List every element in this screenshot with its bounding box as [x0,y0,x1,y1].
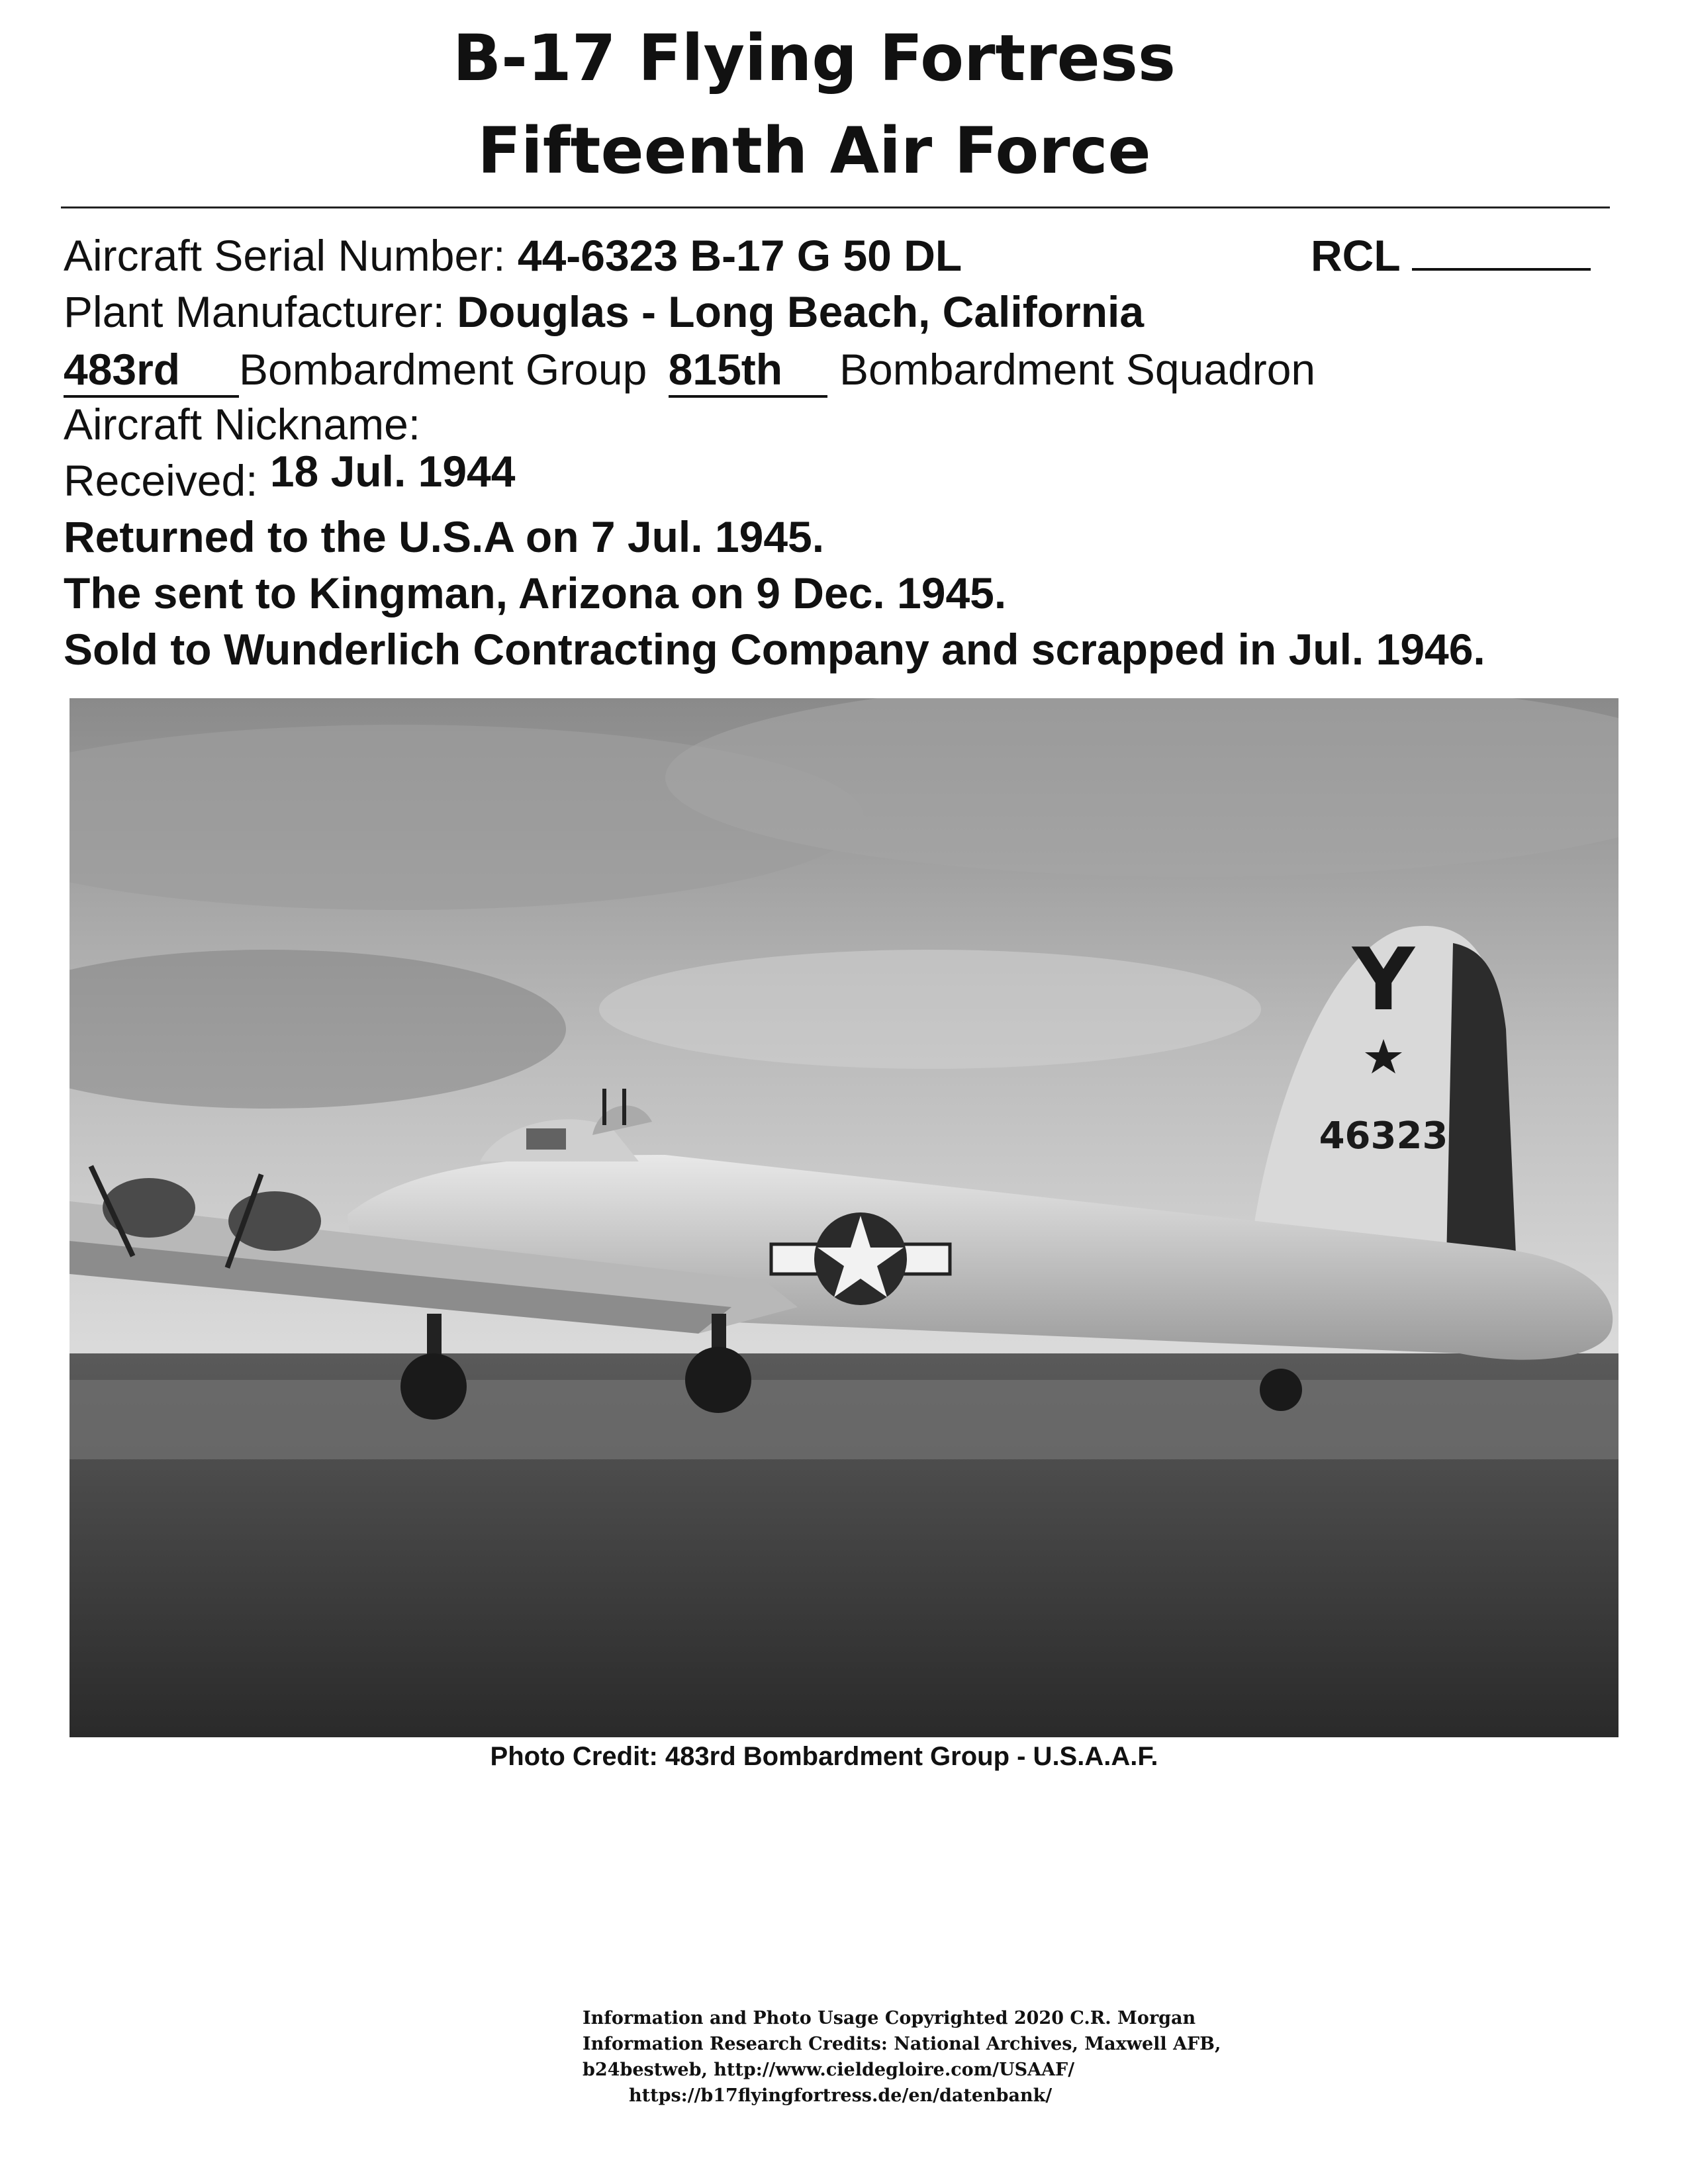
manufacturer-value: Douglas - Long Beach, California [457,287,1145,336]
copyright-footer [583,2005,1221,2109]
manufacturer-row [64,288,1144,336]
nickname-label: Aircraft Nickname: [64,400,421,449]
group-value: 483rd [64,345,239,398]
tail-number: 46323 [1319,1115,1448,1158]
squadron-value: 815th [669,345,827,398]
serial-label: Aircraft Serial Number: [64,231,506,280]
footer-line-2: Information Research Credits: National Archives, Maxwell AFB, [583,2034,1221,2055]
history-line-1: Returned to the U.S.A on 7 Jul. 1945. [64,512,825,561]
history-line-3: Sold to Wunderlich Contracting Company and scrapped in Jul. 1946. [64,625,1485,674]
nickname-row [64,400,420,449]
photo-credit: Photo Credit: 483rd Bombardment Group - U.S.A.A.F. [490,1742,1158,1771]
footer-line-3: b24bestweb, http://www.cieldegloire.com/USAAF/ [583,2060,1075,2081]
serial-row [64,232,962,280]
page-subtitle: Fifteenth Air Force [477,114,1151,188]
b17-photo-illustration [70,698,1618,1737]
received-row [64,447,516,505]
group-label: Bombardment Group [239,345,647,394]
rcl-value-field [1412,267,1591,271]
aircraft-photo [70,698,1618,1737]
rcl-row [1311,232,1591,280]
tail-letter: Y [1352,929,1415,1030]
footer-line-1: Information and Photo Usage Copyrighted 2020 C.R. Morgan [583,2008,1196,2028]
title-divider [61,206,1610,208]
group-squadron-row [64,345,1315,398]
received-value: 18 Jul. 1944 [269,447,516,496]
rcl-label: RCL [1311,231,1400,280]
manufacturer-label: Plant Manufacturer: [64,287,445,336]
squadron-label: Bombardment Squadron [839,345,1316,394]
page-title: B-17 Flying Fortress [452,21,1176,95]
serial-value: 44-6323 B-17 G 50 DL [517,231,962,280]
received-label: Received: [64,456,258,505]
footer-line-4: https://b17flyingfortress.de/en/datenbank/ [629,2085,1053,2107]
history-line-2: The sent to Kingman, Arizona on 9 Dec. 1945. [64,569,1007,617]
